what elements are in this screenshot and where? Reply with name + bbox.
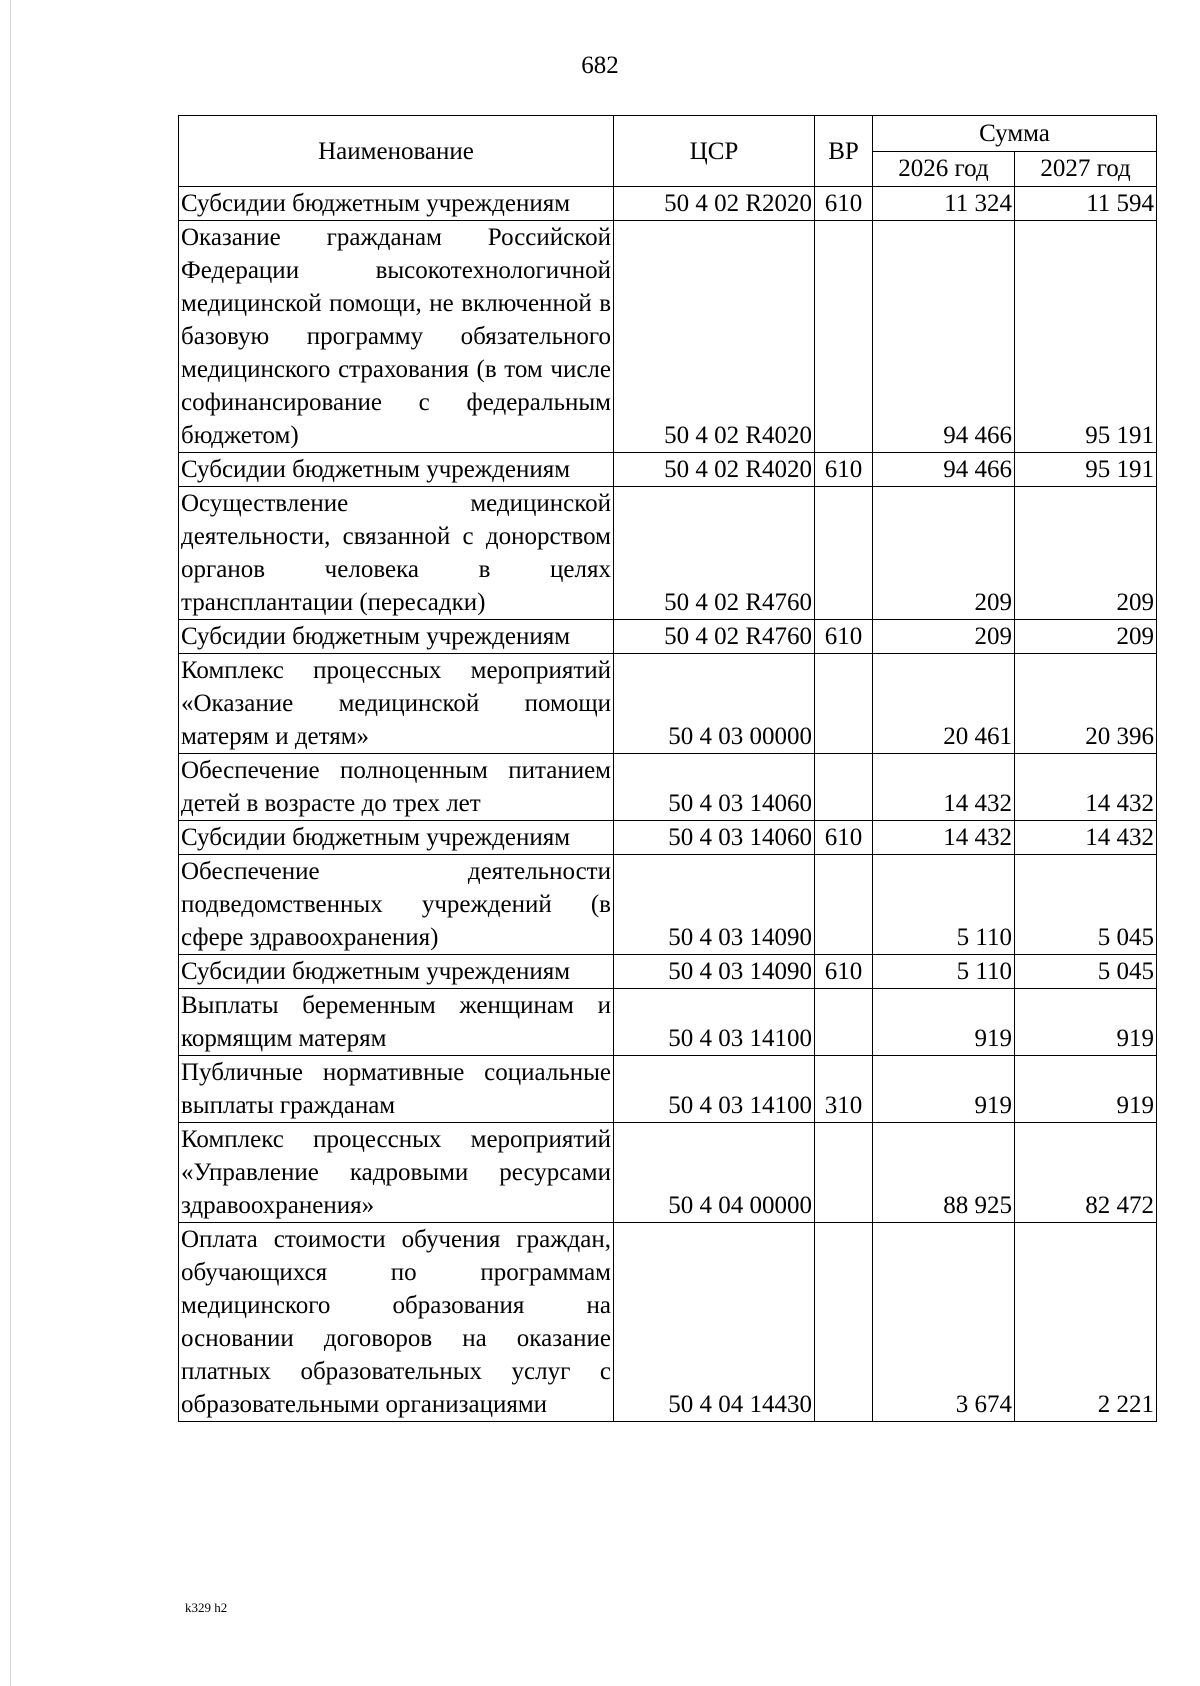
page-number: 682 — [581, 52, 619, 79]
table-row — [179, 989, 1157, 1056]
row-amount-2027: 919 — [1015, 1056, 1157, 1123]
row-name: Осуществление медицинской деятельности, связанной с донорством органов человека в целях трансплантации (пересадки) — [179, 487, 614, 620]
row-amount-2027: 2 221 — [1015, 1223, 1157, 1422]
row-amount-2026: 11 324 — [873, 187, 1015, 221]
row-name: Комплекс процессных мероприятий «Оказание медицинской помощи матерям и детям» — [179, 654, 614, 754]
table-row — [179, 855, 1157, 955]
row-name: Субсидии бюджетным учреждениям — [179, 821, 614, 855]
scan-margin-line — [10, 0, 11, 1686]
row-vr: 610 — [815, 187, 873, 221]
row-vr: 610 — [815, 821, 873, 855]
row-amount-2027: 919 — [1015, 989, 1157, 1056]
budget-table — [178, 115, 1157, 1422]
row-vr: 610 — [815, 620, 873, 654]
row-vr — [815, 855, 873, 955]
row-vr — [815, 1223, 873, 1422]
table-row — [179, 1223, 1157, 1422]
row-name: Публичные нормативные социальные выплаты гражданам — [179, 1056, 614, 1123]
row-amount-2027: 14 432 — [1015, 754, 1157, 821]
row-amount-2026: 94 466 — [873, 453, 1015, 487]
header-vr: ВР — [815, 116, 873, 187]
table-row — [179, 821, 1157, 855]
row-amount-2026: 88 925 — [873, 1123, 1015, 1223]
header-csr: ЦСР — [614, 116, 815, 187]
row-name: Обеспечение деятельности подведомственных учреждений (в сфере здравоохранения) — [179, 855, 614, 955]
document-code: k329 h2 — [185, 1600, 228, 1615]
row-name: Субсидии бюджетным учреждениям — [179, 187, 614, 221]
row-amount-2027: 95 191 — [1015, 453, 1157, 487]
row-amount-2026: 14 432 — [873, 754, 1015, 821]
row-csr: 50 4 03 00000 — [614, 654, 815, 754]
row-amount-2026: 919 — [873, 989, 1015, 1056]
row-csr: 50 4 02 R4020 — [614, 453, 815, 487]
row-name: Обеспечение полноценным питанием детей в возрасте до трех лет — [179, 754, 614, 821]
table-row — [179, 453, 1157, 487]
row-amount-2026: 919 — [873, 1056, 1015, 1123]
table-row — [179, 1056, 1157, 1123]
row-csr: 50 4 03 14100 — [614, 989, 815, 1056]
row-csr: 50 4 03 14090 — [614, 855, 815, 955]
row-csr: 50 4 03 14060 — [614, 754, 815, 821]
row-vr: 310 — [815, 1056, 873, 1123]
row-vr — [815, 487, 873, 620]
table-row — [179, 487, 1157, 620]
row-amount-2026: 3 674 — [873, 1223, 1015, 1422]
table-row — [179, 221, 1157, 453]
table-row — [179, 1123, 1157, 1223]
row-csr: 50 4 03 14090 — [614, 955, 815, 989]
row-name: Субсидии бюджетным учреждениям — [179, 620, 614, 654]
row-csr: 50 4 02 R4760 — [614, 487, 815, 620]
row-csr: 50 4 04 00000 — [614, 1123, 815, 1223]
row-csr: 50 4 02 R4760 — [614, 620, 815, 654]
row-vr — [815, 221, 873, 453]
row-csr: 50 4 03 14100 — [614, 1056, 815, 1123]
row-amount-2027: 5 045 — [1015, 855, 1157, 955]
row-name: Субсидии бюджетным учреждениям — [179, 955, 614, 989]
row-amount-2026: 14 432 — [873, 821, 1015, 855]
row-name: Оказание гражданам Российской Федерации высокотехнологичной медицинской помощи, не включенной в базовую программу обязательного медицинского страхования (в том числе софинансирование с федеральным бюджетом) — [179, 221, 614, 453]
row-csr: 50 4 02 R2020 — [614, 187, 815, 221]
row-amount-2026: 209 — [873, 620, 1015, 654]
row-amount-2026: 94 466 — [873, 221, 1015, 453]
table-row — [179, 620, 1157, 654]
table-row — [179, 955, 1157, 989]
row-name: Комплекс процессных мероприятий «Управление кадровыми ресурсами здравоохранения» — [179, 1123, 614, 1223]
row-vr — [815, 1123, 873, 1223]
row-amount-2026: 20 461 — [873, 654, 1015, 754]
table-row — [179, 754, 1157, 821]
row-amount-2027: 5 045 — [1015, 955, 1157, 989]
row-name: Субсидии бюджетным учреждениям — [179, 453, 614, 487]
row-vr — [815, 654, 873, 754]
row-amount-2027: 95 191 — [1015, 221, 1157, 453]
table-row — [179, 654, 1157, 754]
row-amount-2026: 5 110 — [873, 955, 1015, 989]
row-amount-2026: 5 110 — [873, 855, 1015, 955]
row-amount-2027: 209 — [1015, 620, 1157, 654]
row-vr — [815, 754, 873, 821]
header-row — [179, 116, 1157, 152]
header-year-2026: 2026 год — [873, 151, 1015, 187]
row-amount-2027: 14 432 — [1015, 821, 1157, 855]
row-csr: 50 4 02 R4020 — [614, 221, 815, 453]
header-sum: Сумма — [873, 116, 1157, 152]
header-year-2027: 2027 год — [1015, 151, 1157, 187]
row-name: Оплата стоимости обучения граждан, обучающихся по программам медицинского образования на основании договоров на оказание платных образовательных услуг с образовательными организациями — [179, 1223, 614, 1422]
header-name: Наименование — [179, 116, 614, 187]
row-amount-2026: 209 — [873, 487, 1015, 620]
row-amount-2027: 82 472 — [1015, 1123, 1157, 1223]
row-amount-2027: 20 396 — [1015, 654, 1157, 754]
table-row — [179, 187, 1157, 221]
row-name: Выплаты беременным женщинам и кормящим матерям — [179, 989, 614, 1056]
row-amount-2027: 209 — [1015, 487, 1157, 620]
row-csr: 50 4 04 14430 — [614, 1223, 815, 1422]
row-vr: 610 — [815, 955, 873, 989]
row-vr: 610 — [815, 453, 873, 487]
row-csr: 50 4 03 14060 — [614, 821, 815, 855]
row-amount-2027: 11 594 — [1015, 187, 1157, 221]
row-vr — [815, 989, 873, 1056]
